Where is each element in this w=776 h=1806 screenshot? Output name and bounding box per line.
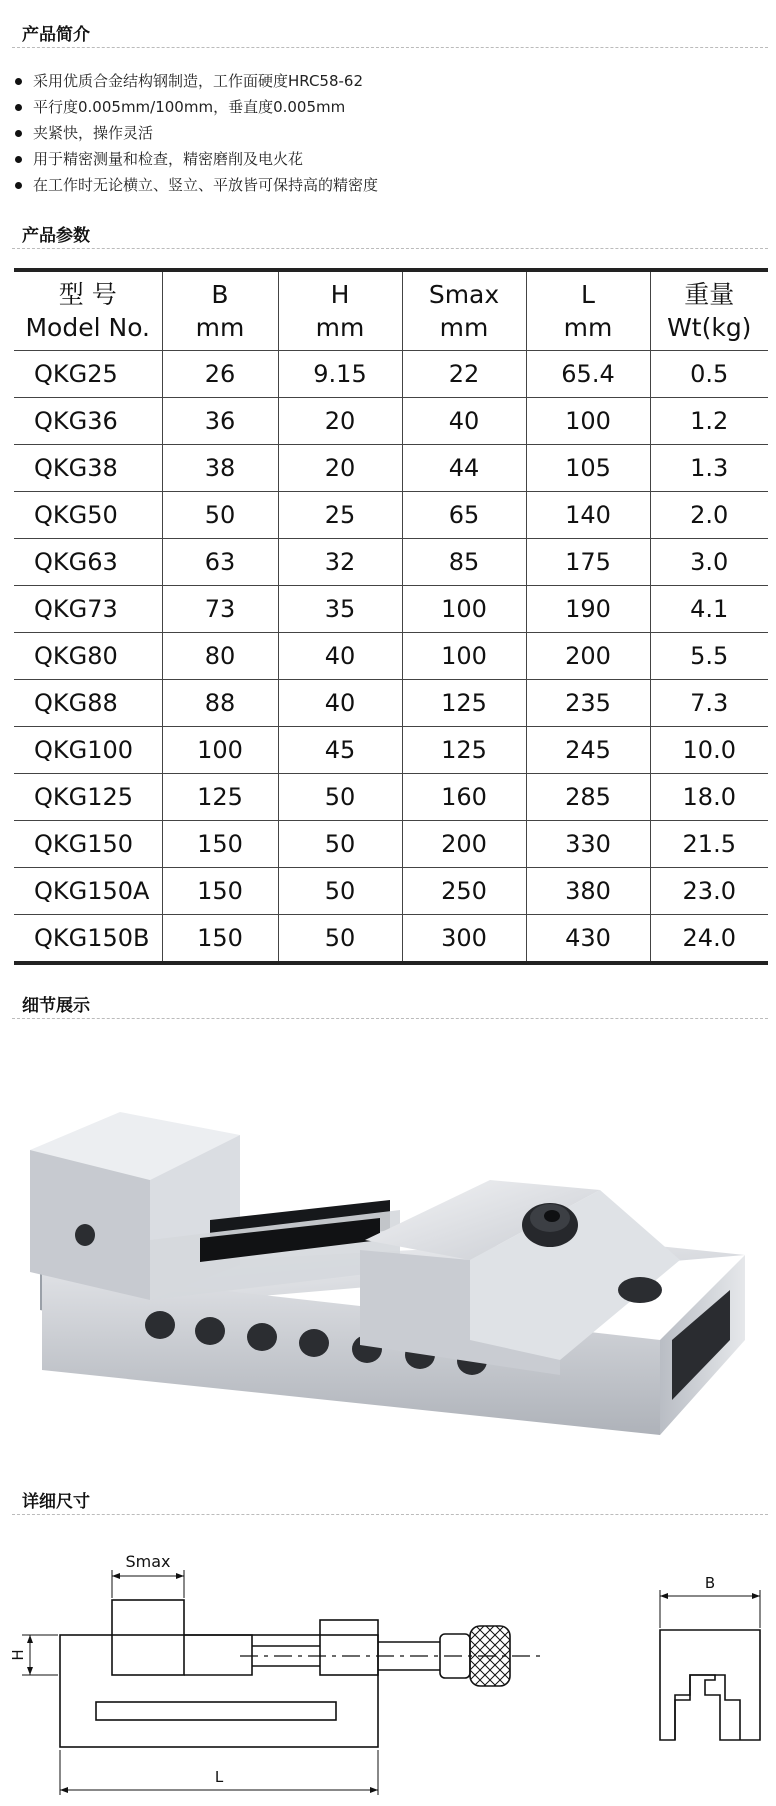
cell-model: QKG63	[14, 539, 162, 586]
cell-h: 45	[278, 727, 402, 774]
section-size-title	[0, 1487, 776, 1517]
cell-l: 285	[526, 774, 650, 821]
cell-b: 150	[162, 868, 278, 915]
cell-l: 105	[526, 445, 650, 492]
cell-model: QKG150B	[14, 915, 162, 964]
cell-smax: 100	[402, 633, 526, 680]
intro-item: 平行度0.005mm/100mm，垂直度0.005mm	[0, 94, 378, 120]
bullet-icon	[15, 182, 22, 189]
cell-h: 9.15	[278, 351, 402, 398]
table-row	[14, 586, 768, 633]
cell-h: 50	[278, 868, 402, 915]
cell-model: QKG150A	[14, 868, 162, 915]
cell-smax: 160	[402, 774, 526, 821]
bullet-icon	[15, 104, 22, 111]
cell-h: 25	[278, 492, 402, 539]
section-params-heading: 产品参数	[22, 226, 90, 246]
header-smax: Smax mm	[402, 270, 526, 351]
cell-b: 125	[162, 774, 278, 821]
cell-b: 63	[162, 539, 278, 586]
cell-weight: 23.0	[650, 868, 768, 915]
cell-b: 88	[162, 680, 278, 727]
table-row	[14, 633, 768, 680]
cell-l: 200	[526, 633, 650, 680]
bullet-icon	[15, 156, 22, 163]
vise-end-view	[660, 1590, 760, 1740]
table-row	[14, 492, 768, 539]
section-size-heading: 详细尺寸	[22, 1492, 90, 1512]
cell-l: 430	[526, 915, 650, 964]
cell-b: 50	[162, 492, 278, 539]
cell-weight: 24.0	[650, 915, 768, 964]
intro-list	[0, 68, 378, 198]
cell-weight: 4.1	[650, 586, 768, 633]
table-row	[14, 445, 768, 492]
cell-model: QKG50	[14, 492, 162, 539]
table-row	[14, 915, 768, 964]
cell-smax: 65	[402, 492, 526, 539]
table-row	[14, 680, 768, 727]
cell-l: 245	[526, 727, 650, 774]
section-params-title	[0, 221, 776, 251]
header-h: H mm	[278, 270, 402, 351]
table-row	[14, 821, 768, 868]
header-b: B mm	[162, 270, 278, 351]
cell-weight: 2.0	[650, 492, 768, 539]
cell-smax: 85	[402, 539, 526, 586]
cell-l: 175	[526, 539, 650, 586]
header-l: L mm	[526, 270, 650, 351]
bullet-icon	[15, 130, 22, 137]
cell-l: 100	[526, 398, 650, 445]
cell-model: QKG80	[14, 633, 162, 680]
vise-photo	[0, 1040, 776, 1490]
cell-l: 190	[526, 586, 650, 633]
label-h: H	[9, 1649, 27, 1661]
end-hole	[618, 1277, 662, 1303]
header-weight: 重量 Wt(kg)	[650, 270, 768, 351]
cell-b: 150	[162, 915, 278, 964]
cell-smax: 22	[402, 351, 526, 398]
cell-l: 330	[526, 821, 650, 868]
cell-smax: 300	[402, 915, 526, 964]
header-model: 型 号 Model No.	[14, 270, 162, 351]
label-l: L	[214, 1768, 224, 1786]
cell-b: 38	[162, 445, 278, 492]
cell-b: 73	[162, 586, 278, 633]
section-detail-heading: 细节展示	[22, 996, 90, 1016]
cell-weight: 1.3	[650, 445, 768, 492]
table-row	[14, 868, 768, 915]
vise-front-view	[22, 1570, 540, 1795]
cell-weight: 7.3	[650, 680, 768, 727]
label-smax: Smax	[125, 1552, 171, 1571]
cell-b: 100	[162, 727, 278, 774]
cell-weight: 5.5	[650, 633, 768, 680]
intro-item: 采用优质合金结构钢制造，工作面硬度HRC58-62	[0, 68, 378, 94]
fixed-jaw-hole	[75, 1224, 95, 1246]
cell-smax: 125	[402, 680, 526, 727]
cell-smax: 44	[402, 445, 526, 492]
cell-h: 35	[278, 586, 402, 633]
table-row	[14, 539, 768, 586]
label-b: B	[704, 1574, 716, 1592]
table-row	[14, 398, 768, 445]
cell-weight: 1.2	[650, 398, 768, 445]
cell-model: QKG73	[14, 586, 162, 633]
section-intro-title	[0, 20, 776, 50]
cell-model: QKG36	[14, 398, 162, 445]
cell-model: QKG88	[14, 680, 162, 727]
cell-b: 80	[162, 633, 278, 680]
section-divider	[12, 1514, 768, 1515]
cell-l: 65.4	[526, 351, 650, 398]
cell-h: 40	[278, 633, 402, 680]
cell-b: 26	[162, 351, 278, 398]
cell-b: 36	[162, 398, 278, 445]
intro-item: 用于精密测量和检查，精密磨削及电火花	[0, 146, 378, 172]
dimension-drawing	[0, 1550, 776, 1806]
cell-l: 380	[526, 868, 650, 915]
section-intro-heading: 产品简介	[22, 25, 90, 45]
cell-h: 20	[278, 445, 402, 492]
table-row	[14, 774, 768, 821]
section-divider	[12, 47, 768, 48]
cell-h: 32	[278, 539, 402, 586]
cell-model: QKG25	[14, 351, 162, 398]
cell-weight: 3.0	[650, 539, 768, 586]
cell-h: 50	[278, 821, 402, 868]
cell-h: 50	[278, 774, 402, 821]
cell-h: 20	[278, 398, 402, 445]
section-divider	[12, 248, 768, 249]
cell-model: QKG150	[14, 821, 162, 868]
section-divider	[12, 1018, 768, 1019]
cell-weight: 18.0	[650, 774, 768, 821]
cell-model: QKG125	[14, 774, 162, 821]
cell-l: 140	[526, 492, 650, 539]
table-row	[14, 727, 768, 774]
table-header-row	[14, 270, 768, 351]
cell-smax: 200	[402, 821, 526, 868]
cell-b: 150	[162, 821, 278, 868]
cell-l: 235	[526, 680, 650, 727]
intro-item: 夹紧快，操作灵活	[0, 120, 378, 146]
cell-h: 50	[278, 915, 402, 964]
cell-h: 40	[278, 680, 402, 727]
cell-weight: 10.0	[650, 727, 768, 774]
clamp-knob-hole	[544, 1210, 560, 1222]
cell-smax: 40	[402, 398, 526, 445]
cell-model: QKG100	[14, 727, 162, 774]
section-detail-title	[0, 991, 776, 1021]
cell-smax: 100	[402, 586, 526, 633]
bullet-icon	[15, 78, 22, 85]
intro-item: 在工作时无论横立、竖立、平放皆可保持高的精密度	[0, 172, 378, 198]
parameter-table	[14, 268, 768, 965]
cell-weight: 21.5	[650, 821, 768, 868]
cell-smax: 125	[402, 727, 526, 774]
cell-weight: 0.5	[650, 351, 768, 398]
cell-smax: 250	[402, 868, 526, 915]
table-row	[14, 351, 768, 398]
dimension-arrows	[27, 1573, 378, 1793]
cell-model: QKG38	[14, 445, 162, 492]
